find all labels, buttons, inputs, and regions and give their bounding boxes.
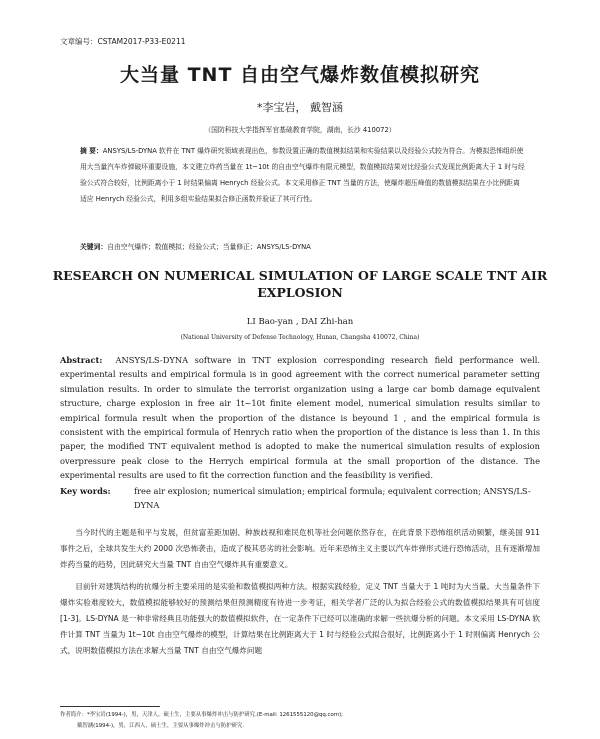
title-chinese: 大当量 TNT 自由空气爆炸数值模拟研究 [119, 64, 481, 86]
abstract-chinese-text: ANSYS/LS-DYNA 软件在 TNT 爆炸研究领域表现出色，参数设置正确的数值模拟结果和实验结果以及经验公式较为符合。为模拟恐怖组织使用大当量汽车炸弹破坏重要设施，本文建立炸药当量在 1t~10t 的自由空气爆炸有限元模型，数值模拟结果对比经验公式发现比例距离大于 1 时与经验公式符合较好，比例距离小于 1 时结果偏离 Henrych 经验公式。本文采用修正 TNT 当量的方法，使爆炸超压峰值的数值模拟结果在小比例距离适应 Henrych 经验公式，利用多组实验结果拟合修正函数并验证了其可行性。 [80, 147, 525, 203]
keywords-chinese [80, 241, 526, 251]
authors-chinese: *李宝岩， 戴智涵 [257, 101, 343, 114]
authors-english: LI Bao-yan , DAI Zhi-han [246, 317, 354, 327]
footnote-line-1: 作者简介：*李宝岩(1994-)，男，天津人，硕士生，主要从事爆炸冲击与防护研究.(E-mail: 1261555120@qq.com); [60, 712, 343, 718]
affiliation-english: (National University of Defense Technology, Hunan, Changsha 410072, China) [180, 334, 420, 341]
abstract-english-label: Abstract: [60, 355, 103, 365]
abstract-chinese [80, 143, 526, 207]
document-number: 文章编号：CSTAM2017-P33-E0211 [60, 37, 186, 46]
abstract-english-text: ANSYS/LS-DYNA software in TNT explosion corresponding research field performance well. experimental results and empirical formula is in good agreement with the correct numerical parameter setting simulation results. In order to simulate the terrorist organization using a large car bomb damage equivalent structure, charge explosion in free air 1t~10t finite element model, numerical simulation results similar to empirical formula result when the proportion of the distance is beyound 1 , and the empirical formula is consistent with the empirical formula of Henrych ratio when the proportion of the distance is less than 1. In this paper, the modified TNT equivalent method is adopted to make the numerical simulation results of explosion overpressure peak close to the Herrych empirical formula at the small proportion of the distance. The experimental results are used to fit the correction function and the feasibility is verified. [60, 355, 540, 481]
footnote [60, 710, 540, 732]
keywords-chinese-text: 自由空气爆炸；数值模拟；经验公式；当量修正；ANSYS/LS-DYNA [107, 243, 311, 251]
abstract-chinese-label: 摘 要： [80, 147, 103, 155]
keywords-english-label: Key words: [60, 486, 111, 496]
footnote-line-2: 戴智涵(1994-)，男，江西人，硕士生，主要从事爆炸冲击与防护研究. [77, 723, 245, 729]
body-paragraph-2: 目前针对建筑结构的抗爆分析主要采用的是实验和数值模拟两种方法。根据实践经验，定义 TNT 当量大于 1 吨时为大当量。大当量条件下爆炸实验难度较大，数值模拟能够较好的预测结果但预测精度有待进一步考证，相关学者广泛的认为拟合经验公式的数值模拟结果具有可信度[1-3]。LS-DYNA 是一种非常经典且功能强大的数值模拟软件，在一定条件下已经可以准确的求解一些抗爆分析的问题。本文采用 LS-DYNA 软件计算 TNT 当量为 1t~10t 自由空气爆炸的模型，计算结果在比例距离大于 1 时与经验公式拟合很好，比例距离小于 1 时则偏离 Henrych 公式，说明数值模拟方法在求解大当量 TNT 自由空气爆炸问题 [60, 581, 540, 656]
body-paragraph-1: 当今时代的主题是和平与发展，但贫富差距加剧、种族歧视和难民危机等社会问题依然存在，在此背景下恐怖组织活动频繁，继美国 911 事件之后，全球共发生大约 2000 次恐怖袭击，造成了极其恶劣的社会影响。近年来恐怖主义主要以汽车炸弹形式进行恐怖活动，且有逐渐增加炸药当量的趋势，因此研究大当量 TNT 自由空气爆炸具有重要意义。 [60, 528, 540, 570]
keywords-english-text: free air explosion; numerical simulation; empirical formula; equivalent correction; ANSYS/LS-DYNA [134, 486, 531, 510]
keywords-chinese-label: 关键词： [80, 243, 108, 251]
title-english: RESEARCH ON NUMERICAL SIMULATION OF LARGE SCALE TNT AIR EXPLOSION [52, 268, 548, 300]
abstract-english [60, 353, 540, 483]
footnote-divider [60, 706, 160, 707]
body-text [60, 525, 540, 660]
affiliation-chinese: （国防科技大学指挥军官基础教育学院，湖南，长沙 410072） [204, 126, 396, 134]
